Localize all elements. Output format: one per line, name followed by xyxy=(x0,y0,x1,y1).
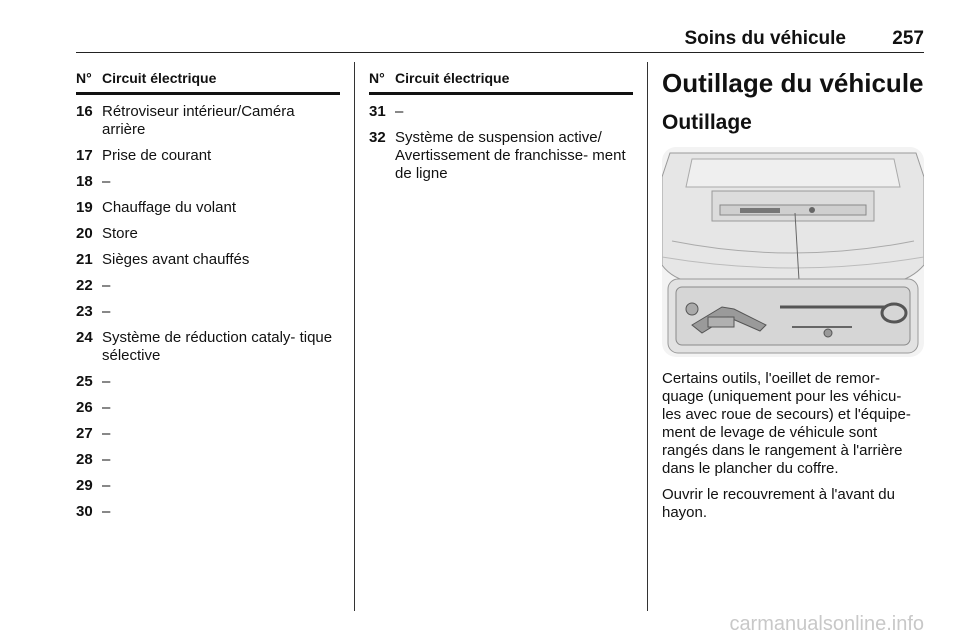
fuse-number: 18 xyxy=(76,173,93,190)
circuit-label: – xyxy=(102,503,111,520)
header-circuit: Circuit électrique xyxy=(102,70,217,86)
table-row xyxy=(76,451,340,469)
tools-paragraph-1: Certains outils, l'oeillet de remor- quage (uniquement pour les véhicu- les avec roue de secours) et l'équipe- ment de levage de véhicule sont rangés dans le rangement à l'arrière dans le plancher du coffre. xyxy=(662,370,911,477)
fuse-number: 23 xyxy=(76,303,93,320)
fuse-number: 16 xyxy=(76,103,93,120)
section-title: Outillage du véhicule xyxy=(662,68,924,98)
circuit-label: Chauffage du volant xyxy=(102,199,236,216)
table-row xyxy=(76,277,340,295)
circuit-label: Rétroviseur intérieur/Caméra arrière xyxy=(102,103,295,138)
page-number: 257 xyxy=(892,28,924,49)
table-row xyxy=(76,251,340,269)
fuse-number: 30 xyxy=(76,503,93,520)
fuse-number: 22 xyxy=(76,277,93,294)
table-row xyxy=(76,373,340,391)
trunk-tools-illustration xyxy=(662,147,924,357)
table-header xyxy=(369,70,633,95)
trunk-tools-drawing xyxy=(662,147,924,357)
table-row xyxy=(76,503,340,521)
section-subtitle: Outillage xyxy=(662,111,752,134)
fuse-number: 20 xyxy=(76,225,93,242)
tools-section xyxy=(662,70,924,522)
table-rows xyxy=(76,103,340,521)
table-row xyxy=(369,129,633,183)
page-header xyxy=(76,28,924,51)
fuse-number: 21 xyxy=(76,251,93,268)
header-title: Soins du véhicule xyxy=(684,28,846,49)
table-row xyxy=(76,173,340,191)
table-row xyxy=(76,225,340,243)
circuit-label: Sièges avant chauffés xyxy=(102,251,250,268)
circuit-label: – xyxy=(102,399,111,416)
table-row xyxy=(76,399,340,417)
circuit-label: – xyxy=(102,451,111,468)
circuit-label: – xyxy=(102,373,111,390)
fuse-number: 27 xyxy=(76,425,93,442)
circuit-label: – xyxy=(395,103,404,120)
table-row xyxy=(76,199,340,217)
table-rows xyxy=(369,103,633,183)
fuse-table-2 xyxy=(369,70,633,183)
fuse-number: 31 xyxy=(369,103,386,120)
circuit-label: Système de suspension active/ Avertissement de franchisse- ment de ligne xyxy=(395,129,626,182)
table-row xyxy=(76,477,340,495)
column-divider-2 xyxy=(647,62,648,611)
table-row xyxy=(369,103,633,121)
table-header xyxy=(76,70,340,95)
fuse-number: 19 xyxy=(76,199,93,216)
fuse-table-1 xyxy=(76,70,340,521)
fuse-number: 25 xyxy=(76,373,93,390)
column-divider-1 xyxy=(354,62,355,611)
header-number: N° xyxy=(76,70,92,86)
fuse-number: 32 xyxy=(369,129,386,146)
circuit-label: Store xyxy=(102,225,138,242)
fuse-number: 29 xyxy=(76,477,93,494)
circuit-label: – xyxy=(102,173,111,190)
circuit-label: – xyxy=(102,477,111,494)
circuit-label: – xyxy=(102,277,111,294)
circuit-label: Système de réduction cataly- tique sélective xyxy=(102,329,333,364)
table-row xyxy=(76,329,340,365)
circuit-label: – xyxy=(102,425,111,442)
table-row xyxy=(76,103,340,139)
fuse-number: 28 xyxy=(76,451,93,468)
circuit-label: Prise de courant xyxy=(102,147,212,164)
header-number: N° xyxy=(369,70,385,86)
table-row xyxy=(76,425,340,443)
watermark: carmanualsonline.info xyxy=(729,613,924,635)
circuit-label: – xyxy=(102,303,111,320)
tools-paragraph-2: Ouvrir le recouvrement à l'avant du hayon. xyxy=(662,486,895,521)
table-row xyxy=(76,303,340,321)
fuse-number: 24 xyxy=(76,329,93,346)
table-row xyxy=(76,147,340,165)
header-rule xyxy=(76,52,924,53)
fuse-number: 26 xyxy=(76,399,93,416)
fuse-number: 17 xyxy=(76,147,93,164)
header-circuit: Circuit électrique xyxy=(395,70,510,86)
